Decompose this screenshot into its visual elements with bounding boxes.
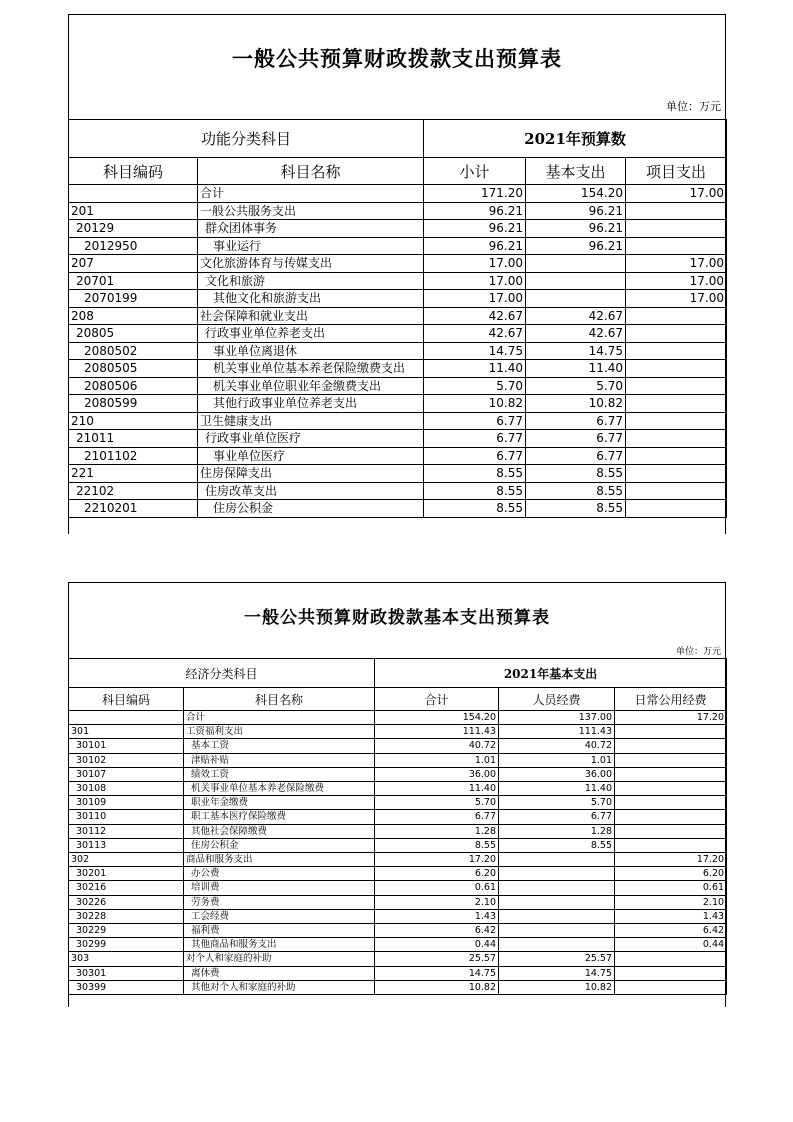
sheet2-unit: 单位：万元 [675, 647, 721, 657]
table-row [69, 185, 727, 203]
subject-name-cell: 住房保障支出 [198, 465, 424, 483]
subject-code-cell: 30108 [69, 782, 184, 796]
total-amount-cell: 6.77 [375, 810, 499, 824]
subject-name-cell: 事业单位医疗 [198, 447, 424, 465]
subject-name-cell: 住房公积金 [198, 500, 424, 518]
project-amount-cell [626, 465, 727, 483]
total-amount-cell: 17.00 [424, 290, 526, 308]
project-amount-cell [626, 482, 727, 500]
basic-amount-cell: 6.77 [526, 430, 626, 448]
personnel-amount-cell: 8.55 [499, 838, 615, 852]
personnel-amount-cell: 14.75 [499, 966, 615, 980]
table-row [69, 360, 727, 378]
total-amount-cell: 1.28 [375, 824, 499, 838]
project-amount-cell [626, 237, 727, 255]
subject-code-cell: 30301 [69, 966, 184, 980]
subject-code-cell: 2012950 [69, 237, 198, 255]
sheet1-title: 一般公共预算财政拨款支出预算表 [232, 46, 562, 71]
personnel-amount-cell [499, 938, 615, 952]
function-expense-rows [69, 185, 727, 518]
public-amount-cell [615, 966, 727, 980]
project-amount-cell [626, 395, 727, 413]
table-row [69, 909, 727, 923]
personnel-amount-cell: 11.40 [499, 782, 615, 796]
subject-name-cell: 一般公共服务支出 [198, 202, 424, 220]
basic-amount-cell: 6.77 [526, 447, 626, 465]
personnel-amount-cell [499, 924, 615, 938]
subject-name-cell: 合计 [198, 185, 424, 203]
total-amount-cell: 8.55 [424, 482, 526, 500]
basic-amount-cell: 154.20 [526, 185, 626, 203]
public-amount-cell [615, 824, 727, 838]
budget-sheet-2 [68, 582, 726, 1007]
col-header-total: 合计 [375, 688, 499, 711]
economic-expense-rows [69, 711, 727, 995]
subject-name-cell: 住房公积金 [184, 838, 375, 852]
total-amount-cell: 6.42 [375, 924, 499, 938]
subject-name-cell: 社会保障和就业支出 [198, 307, 424, 325]
table-row [69, 342, 727, 360]
table-row [69, 482, 727, 500]
public-amount-cell: 17.20 [615, 711, 727, 725]
public-amount-cell [615, 725, 727, 739]
total-amount-cell: 17.20 [375, 853, 499, 867]
public-amount-cell: 6.20 [615, 867, 727, 881]
total-amount-cell: 1.01 [375, 753, 499, 767]
personnel-amount-cell [499, 853, 615, 867]
basic-amount-cell: 6.77 [526, 412, 626, 430]
public-amount-cell: 2.10 [615, 895, 727, 909]
personnel-amount-cell: 1.01 [499, 753, 615, 767]
public-amount-cell [615, 767, 727, 781]
total-amount-cell: 171.20 [424, 185, 526, 203]
table-row [69, 465, 727, 483]
table-row [69, 412, 727, 430]
subject-code-cell: 2080502 [69, 342, 198, 360]
subject-name-cell: 机关事业单位职业年金缴费支出 [198, 377, 424, 395]
public-amount-cell [615, 980, 727, 994]
subject-name-cell: 事业运行 [198, 237, 424, 255]
subject-name-cell: 文化和旅游 [198, 272, 424, 290]
basic-amount-cell [526, 290, 626, 308]
personnel-amount-cell [499, 895, 615, 909]
total-amount-cell: 6.20 [375, 867, 499, 881]
table-row [69, 881, 727, 895]
col-header-public: 日常公用经费 [615, 688, 727, 711]
table-row [69, 824, 727, 838]
subject-code-cell: 301 [69, 725, 184, 739]
subject-code-cell: 30101 [69, 739, 184, 753]
basic-amount-cell [526, 272, 626, 290]
project-amount-cell [626, 377, 727, 395]
basic-amount-cell [526, 255, 626, 273]
subject-code-cell: 30113 [69, 838, 184, 852]
col-header-subtotal: 小计 [424, 158, 526, 185]
basic-amount-cell: 96.21 [526, 237, 626, 255]
subject-code-cell: 201 [69, 202, 198, 220]
personnel-amount-cell: 5.70 [499, 796, 615, 810]
subject-name-cell: 职工基本医疗保险缴费 [184, 810, 375, 824]
subject-name-cell: 其他文化和旅游支出 [198, 290, 424, 308]
subject-name-cell: 群众团体事务 [198, 220, 424, 238]
col-header-basic: 基本支出 [526, 158, 626, 185]
total-amount-cell: 42.67 [424, 307, 526, 325]
table-row [69, 739, 727, 753]
basic-amount-cell: 8.55 [526, 465, 626, 483]
personnel-amount-cell: 111.43 [499, 725, 615, 739]
personnel-amount-cell: 137.00 [499, 711, 615, 725]
table-row [69, 796, 727, 810]
total-amount-cell: 10.82 [375, 980, 499, 994]
basic-amount-cell: 42.67 [526, 307, 626, 325]
project-amount-cell [626, 447, 727, 465]
personnel-amount-cell: 40.72 [499, 739, 615, 753]
subject-code-cell: 208 [69, 307, 198, 325]
personnel-amount-cell: 25.57 [499, 952, 615, 966]
col-header-code: 科目编码 [69, 158, 198, 185]
table-row [69, 782, 727, 796]
total-amount-cell: 17.00 [424, 272, 526, 290]
function-expense-table [68, 119, 727, 518]
total-amount-cell: 42.67 [424, 325, 526, 343]
col-header-code: 科目编码 [69, 688, 184, 711]
project-amount-cell [626, 307, 727, 325]
total-amount-cell: 96.21 [424, 202, 526, 220]
public-amount-cell: 0.61 [615, 881, 727, 895]
total-amount-cell: 96.21 [424, 237, 526, 255]
subject-code-cell: 210 [69, 412, 198, 430]
subject-code-cell: 2080506 [69, 377, 198, 395]
subject-code-cell: 30112 [69, 824, 184, 838]
subject-code-cell: 2210201 [69, 500, 198, 518]
col-header-personnel: 人员经费 [499, 688, 615, 711]
project-amount-cell [626, 360, 727, 378]
table-row [69, 290, 727, 308]
subject-name-cell: 劳务费 [184, 895, 375, 909]
subject-name-cell: 基本工资 [184, 739, 375, 753]
basic-amount-cell: 8.55 [526, 482, 626, 500]
sheet1-unit: 单位：万元 [666, 100, 721, 113]
table-row [69, 307, 727, 325]
total-amount-cell: 36.00 [375, 767, 499, 781]
subject-code-cell: 2101102 [69, 447, 198, 465]
subject-code-cell [69, 711, 184, 725]
subject-code-cell: 30216 [69, 881, 184, 895]
table-row [69, 430, 727, 448]
total-amount-cell: 5.70 [424, 377, 526, 395]
project-amount-cell: 17.00 [626, 185, 727, 203]
subject-name-cell: 职业年金缴费 [184, 796, 375, 810]
table-row [69, 838, 727, 852]
public-amount-cell: 6.42 [615, 924, 727, 938]
group-header-economic: 经济分类科目 [69, 659, 375, 688]
table-row [69, 767, 727, 781]
total-amount-cell: 8.55 [424, 465, 526, 483]
total-amount-cell: 6.77 [424, 412, 526, 430]
col-header-project: 项目支出 [626, 158, 727, 185]
project-amount-cell [626, 342, 727, 360]
subject-name-cell: 其他社会保障缴费 [184, 824, 375, 838]
personnel-amount-cell: 6.77 [499, 810, 615, 824]
public-amount-cell [615, 838, 727, 852]
table-row [69, 377, 727, 395]
subject-name-cell: 住房改革支出 [198, 482, 424, 500]
basic-amount-cell: 10.82 [526, 395, 626, 413]
personnel-amount-cell: 1.28 [499, 824, 615, 838]
subject-code-cell: 2080505 [69, 360, 198, 378]
project-amount-cell [626, 412, 727, 430]
subject-name-cell: 其他对个人和家庭的补助 [184, 980, 375, 994]
project-amount-cell [626, 202, 727, 220]
subject-name-cell: 文化旅游体育与传媒支出 [198, 255, 424, 273]
subject-name-cell: 商品和服务支出 [184, 853, 375, 867]
basic-amount-cell: 8.55 [526, 500, 626, 518]
total-amount-cell: 1.43 [375, 909, 499, 923]
personnel-amount-cell: 36.00 [499, 767, 615, 781]
subject-code-cell: 21011 [69, 430, 198, 448]
table-row [69, 220, 727, 238]
public-amount-cell: 17.20 [615, 853, 727, 867]
economic-expense-table [68, 658, 727, 995]
subject-code-cell: 30399 [69, 980, 184, 994]
subject-code-cell: 30229 [69, 924, 184, 938]
subject-name-cell: 事业单位离退休 [198, 342, 424, 360]
project-amount-cell [626, 325, 727, 343]
subject-code-cell: 20129 [69, 220, 198, 238]
table-row [69, 202, 727, 220]
subject-code-cell: 30107 [69, 767, 184, 781]
table-row [69, 447, 727, 465]
table-row [69, 272, 727, 290]
table-row [69, 395, 727, 413]
table-row [69, 325, 727, 343]
public-amount-cell [615, 796, 727, 810]
total-amount-cell: 14.75 [424, 342, 526, 360]
table-row [69, 924, 727, 938]
total-amount-cell: 154.20 [375, 711, 499, 725]
subject-code-cell: 30228 [69, 909, 184, 923]
budget-sheet-1 [68, 14, 726, 534]
subject-name-cell: 行政事业单位医疗 [198, 430, 424, 448]
total-amount-cell: 11.40 [424, 360, 526, 378]
col-header-name: 科目名称 [184, 688, 375, 711]
total-amount-cell: 14.75 [375, 966, 499, 980]
total-amount-cell: 6.77 [424, 447, 526, 465]
basic-amount-cell: 5.70 [526, 377, 626, 395]
subject-name-cell: 离休费 [184, 966, 375, 980]
subject-name-cell: 培训费 [184, 881, 375, 895]
subject-code-cell: 30226 [69, 895, 184, 909]
table-row [69, 853, 727, 867]
table-row [69, 725, 727, 739]
table-row [69, 867, 727, 881]
project-amount-cell: 17.00 [626, 255, 727, 273]
subject-code-cell: 22102 [69, 482, 198, 500]
subject-name-cell: 机关事业单位基本养老保险缴费支出 [198, 360, 424, 378]
subject-name-cell: 卫生健康支出 [198, 412, 424, 430]
personnel-amount-cell [499, 867, 615, 881]
subject-code-cell [69, 185, 198, 203]
total-amount-cell: 25.57 [375, 952, 499, 966]
total-amount-cell: 10.82 [424, 395, 526, 413]
project-amount-cell: 17.00 [626, 272, 727, 290]
total-amount-cell: 0.44 [375, 938, 499, 952]
subject-name-cell: 福利费 [184, 924, 375, 938]
subject-code-cell: 30110 [69, 810, 184, 824]
subject-name-cell: 合计 [184, 711, 375, 725]
total-amount-cell: 0.61 [375, 881, 499, 895]
subject-name-cell: 机关事业单位基本养老保险缴费 [184, 782, 375, 796]
subject-name-cell: 其他商品和服务支出 [184, 938, 375, 952]
subject-name-cell: 办公费 [184, 867, 375, 881]
basic-amount-cell: 96.21 [526, 202, 626, 220]
table-row [69, 895, 727, 909]
total-amount-cell: 2.10 [375, 895, 499, 909]
subject-code-cell: 30299 [69, 938, 184, 952]
total-amount-cell: 8.55 [375, 838, 499, 852]
subject-code-cell: 30109 [69, 796, 184, 810]
table-row [69, 966, 727, 980]
group-header-basic-expense: 2021年基本支出 [375, 659, 727, 688]
group-header-year-budget: 2021年预算数 [424, 120, 727, 158]
public-amount-cell: 1.43 [615, 909, 727, 923]
basic-amount-cell: 42.67 [526, 325, 626, 343]
project-amount-cell [626, 430, 727, 448]
subject-code-cell: 30201 [69, 867, 184, 881]
table-row [69, 938, 727, 952]
subject-name-cell: 工会经费 [184, 909, 375, 923]
subject-code-cell: 20701 [69, 272, 198, 290]
basic-amount-cell: 96.21 [526, 220, 626, 238]
subject-name-cell: 津贴补贴 [184, 753, 375, 767]
subject-name-cell: 工资福利支出 [184, 725, 375, 739]
public-amount-cell [615, 952, 727, 966]
basic-amount-cell: 14.75 [526, 342, 626, 360]
table-row [69, 980, 727, 994]
subject-name-cell: 绩效工资 [184, 767, 375, 781]
table-row [69, 237, 727, 255]
table-row [69, 952, 727, 966]
subject-code-cell: 20805 [69, 325, 198, 343]
table-row [69, 500, 727, 518]
project-amount-cell [626, 220, 727, 238]
table-row [69, 711, 727, 725]
project-amount-cell [626, 500, 727, 518]
total-amount-cell: 11.40 [375, 782, 499, 796]
public-amount-cell [615, 810, 727, 824]
personnel-amount-cell: 10.82 [499, 980, 615, 994]
subject-code-cell: 302 [69, 853, 184, 867]
subject-code-cell: 30102 [69, 753, 184, 767]
total-amount-cell: 111.43 [375, 725, 499, 739]
subject-code-cell: 2070199 [69, 290, 198, 308]
public-amount-cell: 0.44 [615, 938, 727, 952]
subject-code-cell: 221 [69, 465, 198, 483]
personnel-amount-cell [499, 909, 615, 923]
total-amount-cell: 6.77 [424, 430, 526, 448]
subject-code-cell: 2080599 [69, 395, 198, 413]
personnel-amount-cell [499, 881, 615, 895]
total-amount-cell: 8.55 [424, 500, 526, 518]
subject-code-cell: 303 [69, 952, 184, 966]
table-row [69, 255, 727, 273]
total-amount-cell: 96.21 [424, 220, 526, 238]
total-amount-cell: 40.72 [375, 739, 499, 753]
public-amount-cell [615, 782, 727, 796]
group-header-function: 功能分类科目 [69, 120, 424, 158]
project-amount-cell: 17.00 [626, 290, 727, 308]
subject-name-cell: 行政事业单位养老支出 [198, 325, 424, 343]
col-header-name: 科目名称 [198, 158, 424, 185]
subject-name-cell: 其他行政事业单位养老支出 [198, 395, 424, 413]
public-amount-cell [615, 739, 727, 753]
subject-name-cell: 对个人和家庭的补助 [184, 952, 375, 966]
total-amount-cell: 17.00 [424, 255, 526, 273]
table-row [69, 810, 727, 824]
total-amount-cell: 5.70 [375, 796, 499, 810]
sheet2-title: 一般公共预算财政拨款基本支出预算表 [244, 608, 550, 628]
subject-code-cell: 207 [69, 255, 198, 273]
basic-amount-cell: 11.40 [526, 360, 626, 378]
public-amount-cell [615, 753, 727, 767]
table-row [69, 753, 727, 767]
